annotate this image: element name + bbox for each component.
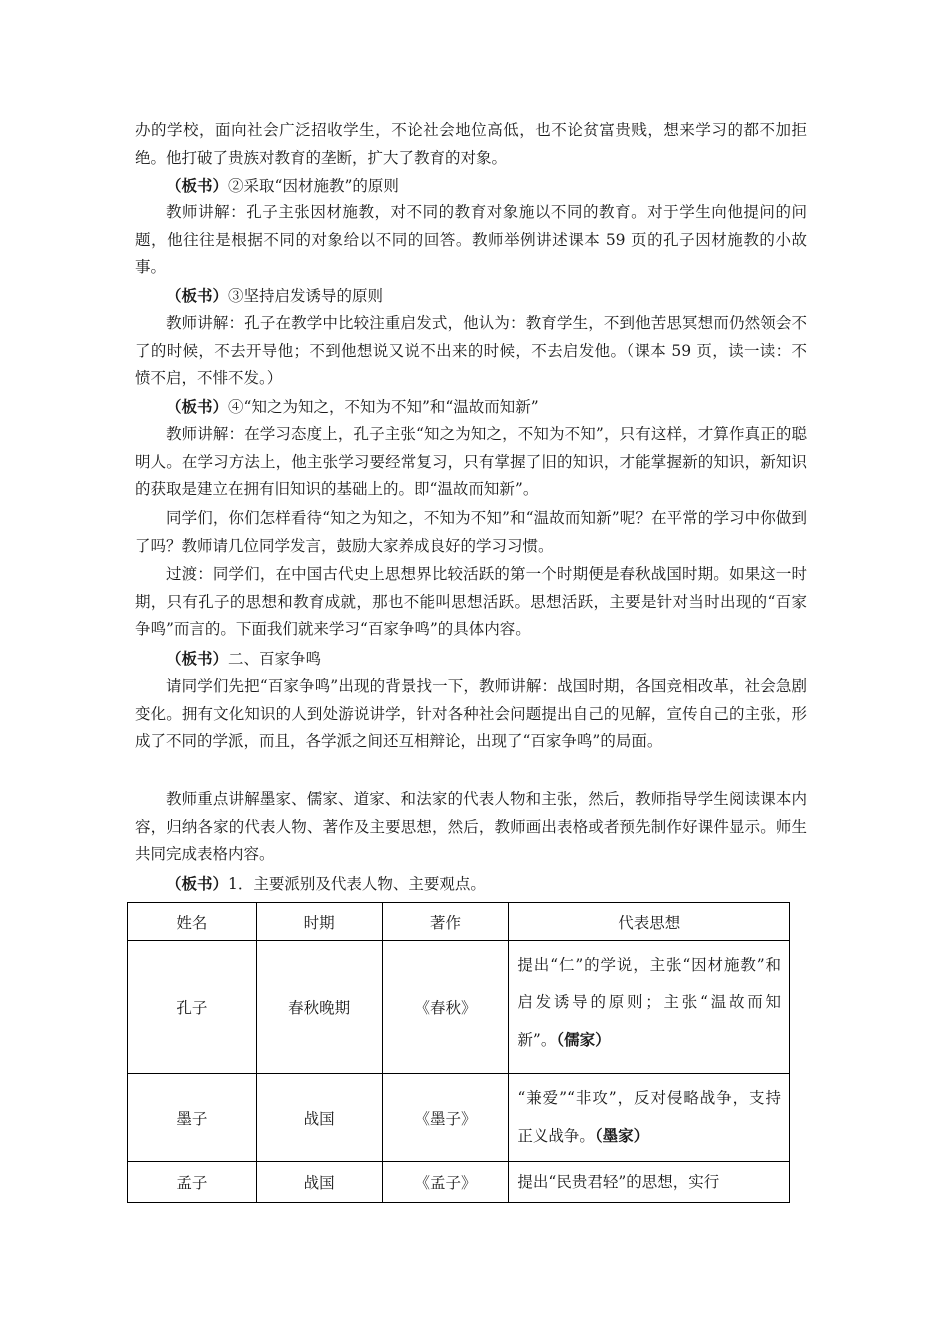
period-cell: 战国 [256, 1162, 382, 1203]
table-header-cell: 代表思想 [509, 903, 790, 941]
table-row [128, 941, 790, 1074]
name-cell: 孔子 [128, 941, 257, 1074]
paragraph: 教师讲解：孔子在教学中比较注重启发式，他认为：教育学生，不到他苦思冥想而仍然领会不了的时候，不去开导他；不到他想说又说不出来的时候，不去启发他。（课本 59 页，读一读：不愤不启，不悱不发。） [135, 314, 807, 387]
thought-cell: 提出“仁”的学说，主张“因材施教”和启发诱导的原则；主张“温故而知新”。（儒家） [509, 941, 790, 1074]
period-cell: 战国 [256, 1074, 382, 1162]
name-cell: 孟子 [128, 1162, 257, 1203]
work-cell: 《春秋》 [382, 941, 509, 1074]
paragraph: 教师重点讲解墨家、儒家、道家、和法家的代表人物和主张，然后，教师指导学生阅读课本内容，归纳各家的代表人物、著作及主要思想，然后，教师画出表格或者预先制作好课件显示。师生共同完成表格内容。 [135, 790, 807, 863]
paragraph: 教师讲解：在学习态度上，孔子主张“知之为知之，不知为不知”，只有这样，才算作真正的聪明人。在学习方法上，他主张学习要经常复习，只有掌握了旧的知识，才能掌握新的知识，新知识的获取是建立在拥有旧知识的基础上的。即“温故而知新”。 [135, 425, 807, 498]
schools-table [127, 902, 790, 1203]
work-cell: 《墨子》 [382, 1074, 509, 1162]
name-cell: 墨子 [128, 1074, 257, 1162]
thought-cell: “兼爱”“非攻”，反对侵略战争，支持正义战争。（墨家） [509, 1074, 790, 1162]
table-header-cell: 时期 [256, 903, 382, 941]
paragraph: 同学们，你们怎样看待“知之为知之，不知为不知”和“温故而知新”呢？在平常的学习中你做到了吗？教师请几位同学发言，鼓励大家养成良好的学习习惯。 [135, 509, 807, 555]
table-row [128, 1162, 790, 1203]
work-cell: 《孟子》 [382, 1162, 509, 1203]
table-header-row [128, 903, 790, 941]
table-row [128, 1074, 790, 1162]
school-label: （墨家） [594, 1126, 650, 1145]
paragraph: 请同学们先把“百家争鸣”出现的背景找一下，教师讲解：战国时期，各国竞相改革，社会急剧变化。拥有文化知识的人到处游说讲学，针对各种社会问题提出自己的见解，宣传自己的主张，形成了不同的学派，而且，各学派之间还互相辩论，出现了“百家争鸣”的局面。 [135, 677, 807, 750]
thought-cell: 提出“民贵君轻”的思想，实行 [509, 1162, 790, 1203]
paragraph-intro: 办的学校，面向社会广泛招收学生，不论社会地位高低，也不论贫富贵贱，想来学习的都不加拒绝。他打破了贵族对教育的垄断，扩大了教育的对象。 [135, 121, 807, 167]
period-cell: 春秋晚期 [256, 941, 382, 1074]
blackboard-note: （板书）二、百家争鸣 [166, 649, 322, 668]
blackboard-note: （板书）②采取“因材施教”的原则 [166, 176, 399, 195]
blackboard-note: （板书）④“知之为知之，不知为不知”和“温故而知新” [166, 397, 539, 416]
paragraph: 教师讲解：孔子主张因材施教，对不同的教育对象施以不同的教育。对于学生向他提问的问题，他往往是根据不同的对象给以不同的回答。教师举例讲述课本 59 页的孔子因材施教的小故事。 [135, 203, 807, 276]
blackboard-note: （板书）③坚持启发诱导的原则 [166, 286, 384, 305]
table-header-cell: 著作 [382, 903, 509, 941]
table-header-cell: 姓名 [128, 903, 257, 941]
blackboard-note: （板书）1．主要派别及代表人物、主要观点。 [166, 874, 486, 893]
paragraph: 过渡：同学们，在中国古代史上思想界比较活跃的第一个时期便是春秋战国时期。如果这一时期，只有孔子的思想和教育成就，那也不能叫思想活跃。思想活跃，主要是针对当时出现的“百家争鸣”而言的。下面我们就来学习“百家争鸣”的具体内容。 [135, 565, 807, 638]
school-label: （儒家） [556, 1030, 611, 1049]
